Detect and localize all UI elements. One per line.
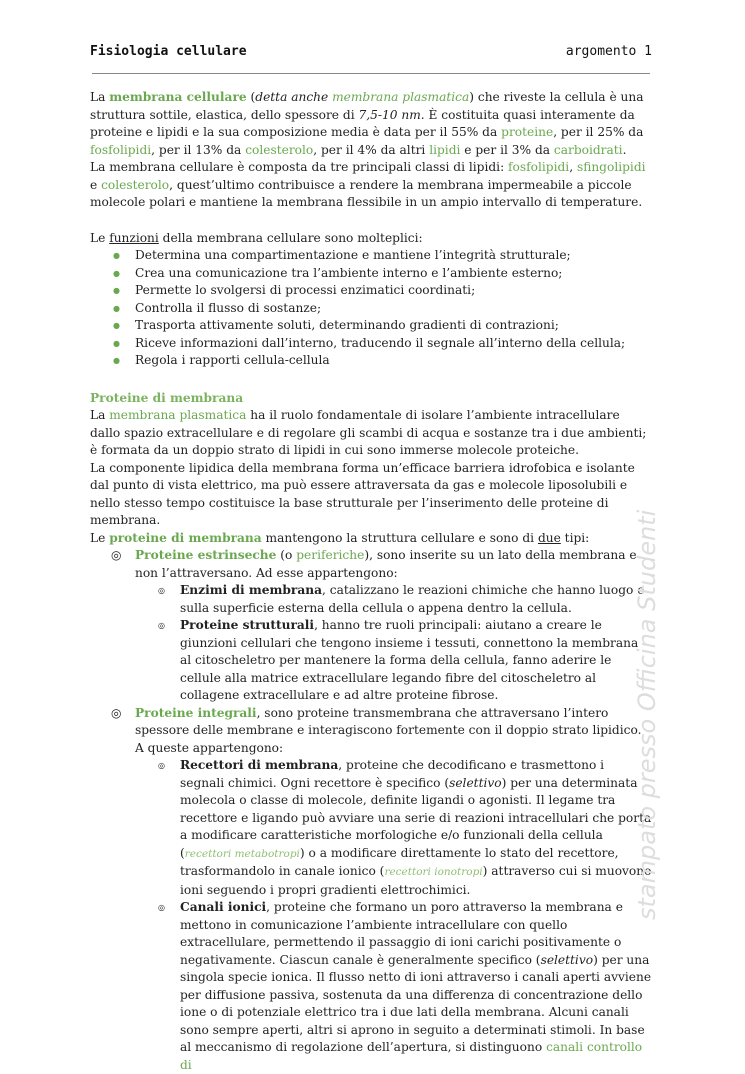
integral-proteins-item: ◎ Proteine integrali, sono proteine transmembrana che attraversano l’intero spessore delle membrane e interagiscono fortemente con il doppio strato lipidico. A queste appartengono: (111, 705, 642, 755)
enzymes-item: ◎ Enzimi di membrana, catalizzano le reazioni chimiche che hanno luogo o sulla superficie esterna della cellula o appena dentro la cellula. (158, 583, 645, 615)
structural-proteins-item: ◎ Proteine strutturali, hanno tre ruoli principali: aiutano a creare le giunzioni cellulari che tengono insieme i tessuti, connettono la membrana al citoscheletro per mantenere la forma della cellula, fanno aderire le cellule alla matrice extracellulare legando fibre del citoscheletro al collagene extracellulare e ad altre proteine fibrose. (158, 618, 639, 702)
lipids-paragraph: La membrana cellulare è composta da tre principali classi di lipidi: fosfolipidi, sfingolipidi e colesterolo, quest’ultimo contribuisce a rendere la membrana impermeabile a piccole molecole polari e mantiene la membrana flessibile in un ampio intervallo di temperature. (90, 160, 646, 209)
list-item: ● Permette lo svolgersi di processi enzimatici coordinati; (135, 282, 652, 300)
watermark: stampato presso Officina Studenti (633, 509, 661, 920)
list-item: ● Trasporta attivamente soluti, determinando gradienti di contrazioni; (135, 317, 652, 335)
circle-bullet-icon: ◎ (111, 705, 122, 720)
functions-list (90, 247, 652, 370)
ion-channels-item: ◎ Canali ionici, proteine che formano un poro attraverso la membrana e mettono in comunicazione l’ambiente intracellulare con quello extracellulare, permettendo il passaggio di ioni carichi positivamente o negativamente. Ciascun canale è generalmente specifico (selettivo) per una singola specie ionica. Il flusso netto di ioni attraverso i canali aperti avviene per diffusione passiva, sostenuta da una differenza di concentrazione dello ione o di potenziale elettrico tra i due lati della membrana. Alcuni canali sono sempre aperti, altri si aprono in seguito a determinati stimoli. In base al meccanismo di regolazione dell’apertura, si distinguono canali controllo di (158, 900, 652, 1072)
functions-intro: Le funzioni della membrana cellulare sono molteplici: (90, 230, 423, 245)
header-title: Fisiologia cellulare (90, 44, 247, 59)
circle-bullet-icon: ◎ (158, 903, 165, 912)
circle-bullet-icon: ◎ (158, 621, 165, 630)
circle-bullet-icon: ◎ (158, 586, 165, 595)
section-heading: Proteine di membrana (90, 390, 244, 405)
header-chapter: argomento 1 (565, 44, 652, 59)
header-rule (92, 73, 650, 74)
receptors-item: ◎ Recettori di membrana, proteine che decodificano e trasmettono i segnali chimici. Ogni recettore è specifico (selettivo) per una determinata molecola o classe di molecole, definite ligandi o agonisti. Il legame tra recettore e ligando può avviare una serie di reazioni intracellulari che porta a modificare caratteristiche morfologiche e/o funzionali della cellula (recettori metabotropi) o a modificare direttamente lo stato del recettore, trasformandolo in canale ionico (recettori ionotropi) attraverso cui si muovono ioni seguendo i propri gradienti elettrochimici. (158, 758, 652, 897)
list-item: ● Regola i rapporti cellula-cellula (135, 352, 652, 370)
protein-types-intro: Le proteine di membrana mantengono la struttura cellulare e sono di due tipi: (90, 530, 590, 545)
intro-paragraph: La membrana cellulare (detta anche membrana plasmatica) che riveste la cellula è una struttura sottile, elastica, dello spessore di 7,5-10 nm. È costituita quasi interamente da proteine e lipidi e la sua composizione media è data per il 55% da proteine, per il 25% da fosfolipidi, per il 13% da colesterolo, per il 4% da altri lipidi e per il 3% da carboidrati. (90, 90, 644, 157)
membrane-paragraph: La membrana plasmatica ha il ruolo fondamentale di isolare l’ambiente intracellulare dallo spazio extracellulare e di regolare gli scambi di acqua e sostanze tra i due ambienti; è formata da un doppio strato di lipidi in cui sono immerse molecole proteiche. (90, 408, 647, 457)
list-item: ● Determina una compartimentazione e mantiene l’integrità strutturale; (135, 247, 652, 265)
list-item: ● Crea una comunicazione tra l’ambiente interno e l’ambiente esterno; (135, 265, 652, 283)
circle-bullet-icon: ◎ (111, 548, 122, 562)
document-body (90, 89, 652, 1074)
list-item: ● Riceve informazioni dall’interno, traducendo il segnale all’interno della cellula; (135, 335, 652, 353)
extrinsic-proteins-item: ◎ Proteine estrinseche (o periferiche), sono inserite su un lato della membrana e non l’attraversano. Ad esse appartengono: (111, 548, 637, 580)
list-item: ● Controlla il flusso di sostanze; (135, 300, 652, 318)
circle-bullet-icon: ◎ (158, 761, 165, 770)
lipid-barrier-paragraph: La componente lipidica della membrana forma un’efficace barriera idrofobica e isolante dal punto di vista elettrico, ma può essere attraversata da gas e molecole liposolubili e nello stesso tempo costituisce la base strutturale per l’inserimento delle proteine di membrana. (90, 460, 635, 527)
